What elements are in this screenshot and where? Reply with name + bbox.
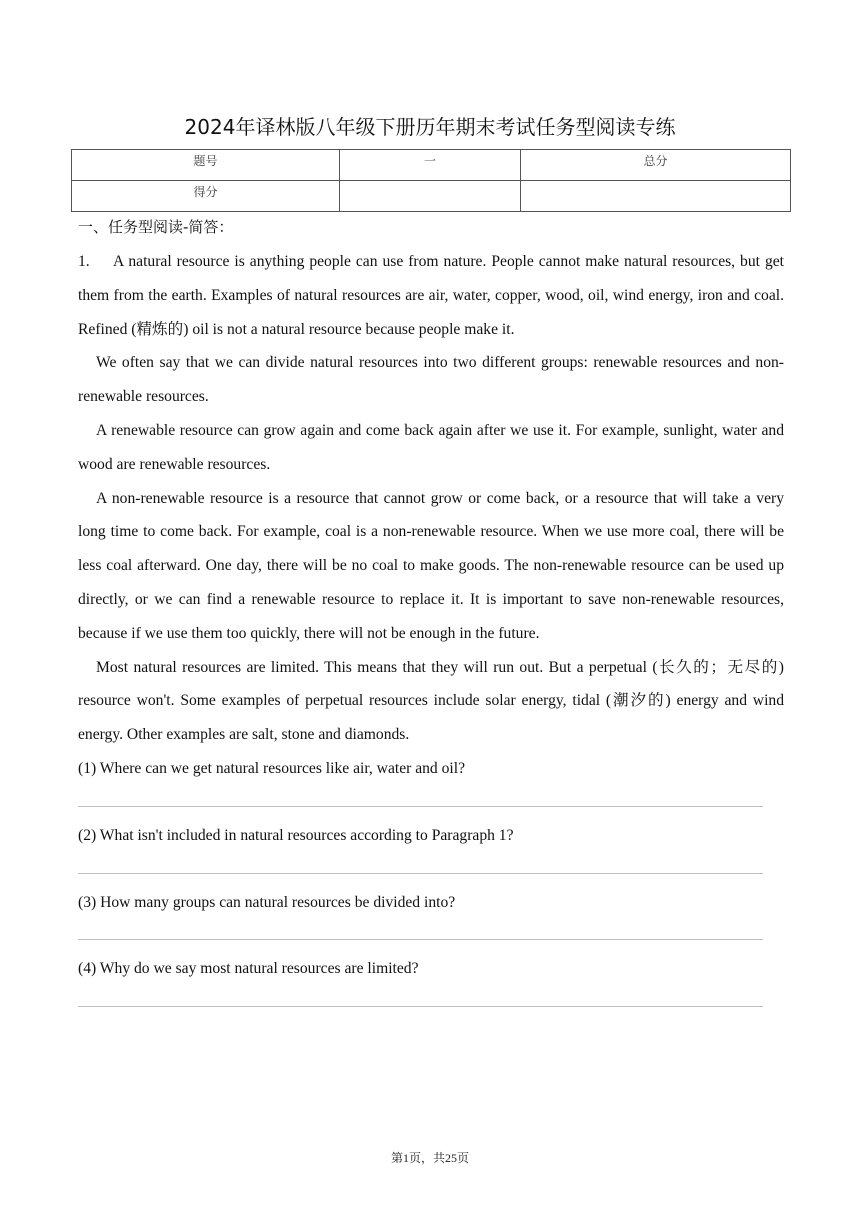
- paragraph: Most natural resources are limited. This means that they will run out. But a perpetual (长久的；无尽的) resource won't. Some examples of perpetual resources include solar energy, tidal (潮汐的) energy and wind energy. Other examples are salt, stone and diamonds.: [78, 658, 784, 744]
- table-cell: 题号: [72, 150, 340, 181]
- page-footer: 第1页，共25页: [390, 1151, 469, 1165]
- paragraph: A non-renewable resource is a resource that cannot grow or come back, or a resource that will take a very long time to come back. For example, coal is a non-renewable resource. When we use more coal, there will be less coal afterward. One day, there will be no coal to make goods. The non-renewable resource can be used up directly, or we can find a renewable resource to replace it. It is important to save non-renewable resources, because if we use them too quickly, there will not be enough in the future.: [78, 489, 784, 642]
- page-title: 2024年译林版八年级下册历年期末考试任务型阅读专练: [184, 115, 676, 139]
- answer-line[interactable]: [78, 919, 784, 952]
- question-text: (1) Where can we get natural resources like air, water and oil?: [78, 759, 466, 777]
- table-row: [72, 150, 791, 181]
- question-text: (4) Why do we say most natural resources are limited?: [78, 960, 419, 978]
- score-table: [71, 149, 791, 212]
- table-cell: [521, 181, 791, 212]
- question-text: (3) How many groups can natural resources be divided into?: [78, 893, 456, 911]
- paragraph-text: A natural resource is anything people can use from nature. People cannot make natural resources, but get them from the earth. Examples of natural resources are air, water, copper, wood, oil, wind energy, iron and coal. Refined (精炼的) oil is not a natural resource because people make it.: [78, 253, 784, 338]
- table-cell: 一: [340, 150, 521, 181]
- answer-line[interactable]: [78, 786, 784, 819]
- table-row: [72, 181, 791, 212]
- answer-line[interactable]: [78, 986, 784, 1019]
- question-text: (2) What isn't included in natural resources according to Paragraph 1?: [78, 826, 514, 844]
- paragraph: A renewable resource can grow again and come back again after we use it. For example, sunlight, water and wood are renewable resources.: [78, 421, 784, 473]
- paragraph: [78, 245, 784, 346]
- table-cell: 得分: [72, 181, 340, 212]
- table-cell: 总分: [521, 150, 791, 181]
- answer-line[interactable]: [78, 853, 784, 886]
- section-heading: 一、任务型阅读-简答：: [78, 218, 234, 236]
- table-cell: [340, 181, 521, 212]
- reading-passage: [78, 245, 784, 1019]
- paragraph: We often say that we can divide natural resources into two different groups: renewable resources and non-renewable resources.: [78, 354, 784, 406]
- question-number: 1.: [78, 253, 90, 270]
